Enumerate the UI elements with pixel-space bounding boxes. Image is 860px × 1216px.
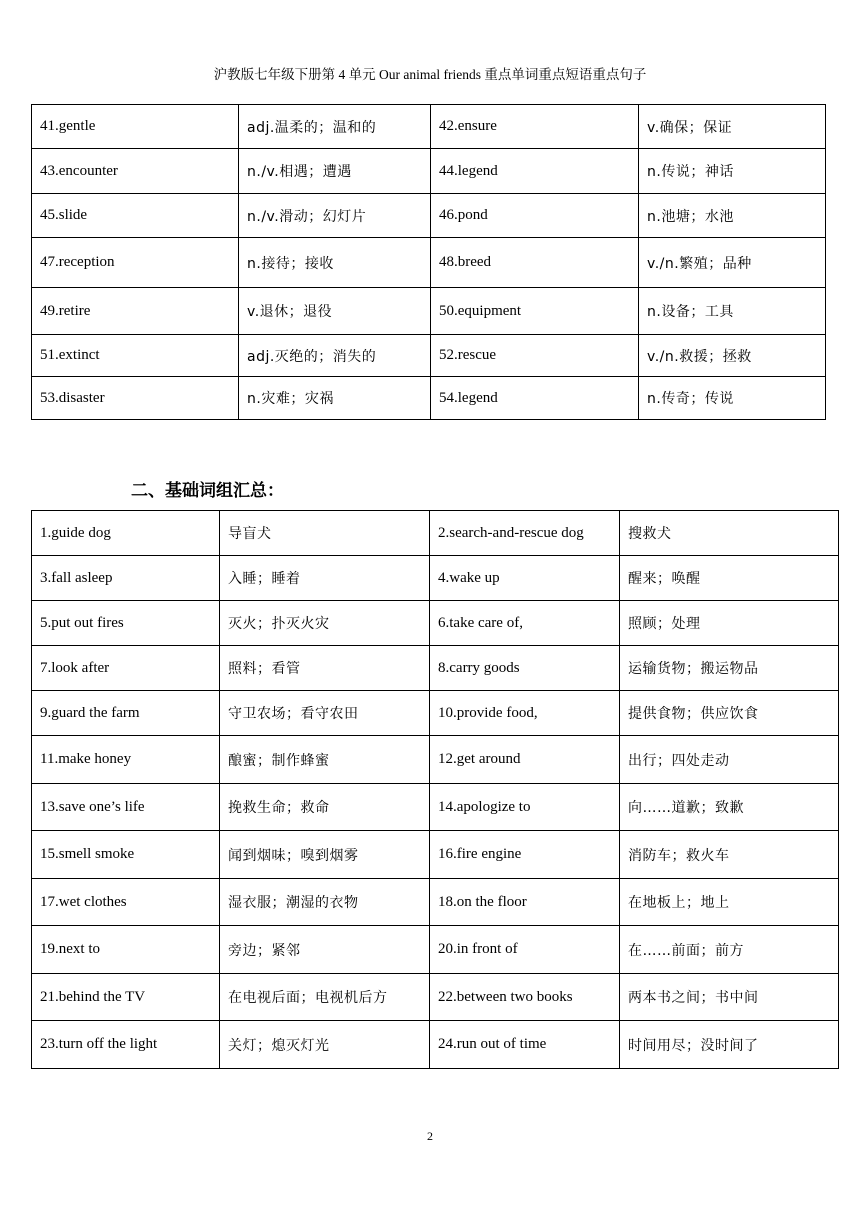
phrase-meaning-cell: 在地板上；地上 xyxy=(620,879,839,926)
vocab-meaning-cell: n.传说；神话 xyxy=(639,149,826,194)
vocab-row xyxy=(32,194,826,238)
phrase-row xyxy=(32,601,839,646)
phrase-term-cell: 1.guide dog xyxy=(32,511,220,556)
phrase-meaning-cell: 灭火；扑灭火灾 xyxy=(220,601,430,646)
vocab-term-cell: 44.legend xyxy=(431,149,639,194)
phrase-meaning-cell: 运输货物；搬运物品 xyxy=(620,646,839,691)
page-header: 沪教版七年级下册第 4 单元 Our animal friends 重点单词重点短语重点句子 xyxy=(213,67,647,82)
phrase-meaning-cell: 消防车；救火车 xyxy=(620,831,839,879)
phrase-term-cell: 13.save one’s life xyxy=(32,784,220,831)
phrase-meaning-cell: 闻到烟味；嗅到烟雾 xyxy=(220,831,430,879)
phrase-row xyxy=(32,736,839,784)
vocab-meaning-cell: n.接待；接收 xyxy=(239,238,431,288)
vocab-meaning-cell: n.传奇；传说 xyxy=(639,377,826,420)
vocabulary-table xyxy=(31,104,826,420)
phrase-meaning-cell: 出行；四处走动 xyxy=(620,736,839,784)
vocab-term-cell: 49.retire xyxy=(32,288,239,335)
vocab-meaning-cell: n./v.滑动；幻灯片 xyxy=(239,194,431,238)
phrase-meaning-cell: 提供食物；供应饮食 xyxy=(620,691,839,736)
phrase-term-cell: 2.search-and-rescue dog xyxy=(430,511,620,556)
phrase-meaning-cell: 旁边；紧邻 xyxy=(220,926,430,974)
vocab-meaning-cell: n.灾难；灾祸 xyxy=(239,377,431,420)
phrase-term-cell: 17.wet clothes xyxy=(32,879,220,926)
phrase-term-cell: 21.behind the TV xyxy=(32,974,220,1021)
phrase-term-cell: 18.on the floor xyxy=(430,879,620,926)
phrase-term-cell: 22.between two books xyxy=(430,974,620,1021)
vocab-meaning-cell: v./n.繁殖；品种 xyxy=(639,238,826,288)
phrase-meaning-cell: 两本书之间；书中间 xyxy=(620,974,839,1021)
vocab-term-cell: 52.rescue xyxy=(431,335,639,377)
vocab-term-cell: 48.breed xyxy=(431,238,639,288)
phrase-meaning-cell: 在电视后面；电视机后方 xyxy=(220,974,430,1021)
vocab-row xyxy=(32,149,826,194)
vocab-meaning-cell: adj.温柔的；温和的 xyxy=(239,105,431,149)
phrase-row xyxy=(32,784,839,831)
vocab-meaning-cell: v.退休；退役 xyxy=(239,288,431,335)
phrase-meaning-cell: 在……前面；前方 xyxy=(620,926,839,974)
phrase-term-cell: 8.carry goods xyxy=(430,646,620,691)
phrase-term-cell: 12.get around xyxy=(430,736,620,784)
vocab-meaning-cell: n.池塘；水池 xyxy=(639,194,826,238)
phrase-row xyxy=(32,556,839,601)
phrase-meaning-cell: 导盲犬 xyxy=(220,511,430,556)
phrase-table xyxy=(31,510,839,1069)
phrase-row xyxy=(32,974,839,1021)
vocab-term-cell: 43.encounter xyxy=(32,149,239,194)
phrase-term-cell: 14.apologize to xyxy=(430,784,620,831)
phrase-term-cell: 24.run out of time xyxy=(430,1021,620,1069)
phrase-term-cell: 6.take care of, xyxy=(430,601,620,646)
phrase-meaning-cell: 搜救犬 xyxy=(620,511,839,556)
vocab-row xyxy=(32,335,826,377)
vocab-row xyxy=(32,288,826,335)
phrase-meaning-cell: 守卫农场；看守农田 xyxy=(220,691,430,736)
phrase-term-cell: 3.fall asleep xyxy=(32,556,220,601)
vocab-term-cell: 50.equipment xyxy=(431,288,639,335)
vocab-meaning-cell: n./v.相遇；遭遇 xyxy=(239,149,431,194)
phrase-row xyxy=(32,511,839,556)
vocab-row xyxy=(32,105,826,149)
phrase-term-cell: 16.fire engine xyxy=(430,831,620,879)
phrase-term-cell: 20.in front of xyxy=(430,926,620,974)
phrase-meaning-cell: 向……道歉；致歉 xyxy=(620,784,839,831)
vocab-term-cell: 42.ensure xyxy=(431,105,639,149)
vocab-meaning-cell: v.确保；保证 xyxy=(639,105,826,149)
phrase-term-cell: 7.look after xyxy=(32,646,220,691)
phrase-term-cell: 19.next to xyxy=(32,926,220,974)
phrase-row xyxy=(32,646,839,691)
phrase-meaning-cell: 时间用尽；没时间了 xyxy=(620,1021,839,1069)
phrase-meaning-cell: 关灯；熄灭灯光 xyxy=(220,1021,430,1069)
phrase-meaning-cell: 湿衣服；潮湿的衣物 xyxy=(220,879,430,926)
phrase-term-cell: 4.wake up xyxy=(430,556,620,601)
vocab-term-cell: 45.slide xyxy=(32,194,239,238)
vocab-term-cell: 47.reception xyxy=(32,238,239,288)
phrase-meaning-cell: 醒来；唤醒 xyxy=(620,556,839,601)
phrase-meaning-cell: 酿蜜；制作蜂蜜 xyxy=(220,736,430,784)
vocab-term-cell: 53.disaster xyxy=(32,377,239,420)
phrase-term-cell: 11.make honey xyxy=(32,736,220,784)
phrase-row xyxy=(32,926,839,974)
vocab-term-cell: 46.pond xyxy=(431,194,639,238)
vocab-meaning-cell: n.设备；工具 xyxy=(639,288,826,335)
phrase-row xyxy=(32,879,839,926)
phrase-term-cell: 9.guard the farm xyxy=(32,691,220,736)
phrase-meaning-cell: 入睡；睡着 xyxy=(220,556,430,601)
phrase-row xyxy=(32,831,839,879)
phrase-term-cell: 15.smell smoke xyxy=(32,831,220,879)
phrase-meaning-cell: 照料；看管 xyxy=(220,646,430,691)
phrase-row xyxy=(32,1021,839,1069)
vocab-term-cell: 54.legend xyxy=(431,377,639,420)
phrase-term-cell: 23.turn off the light xyxy=(32,1021,220,1069)
vocab-term-cell: 51.extinct xyxy=(32,335,239,377)
vocab-meaning-cell: adj.灭绝的；消失的 xyxy=(239,335,431,377)
phrase-term-cell: 5.put out fires xyxy=(32,601,220,646)
phrase-row xyxy=(32,691,839,736)
page-number: 2 xyxy=(427,1129,433,1143)
vocab-term-cell: 41.gentle xyxy=(32,105,239,149)
phrase-term-cell: 10.provide food, xyxy=(430,691,620,736)
phrase-meaning-cell: 挽救生命；救命 xyxy=(220,784,430,831)
vocab-row xyxy=(32,377,826,420)
vocab-row xyxy=(32,238,826,288)
vocab-meaning-cell: v./n.救援；拯救 xyxy=(639,335,826,377)
phrase-meaning-cell: 照顾；处理 xyxy=(620,601,839,646)
section-title: 二、基础词组汇总： xyxy=(131,481,284,501)
